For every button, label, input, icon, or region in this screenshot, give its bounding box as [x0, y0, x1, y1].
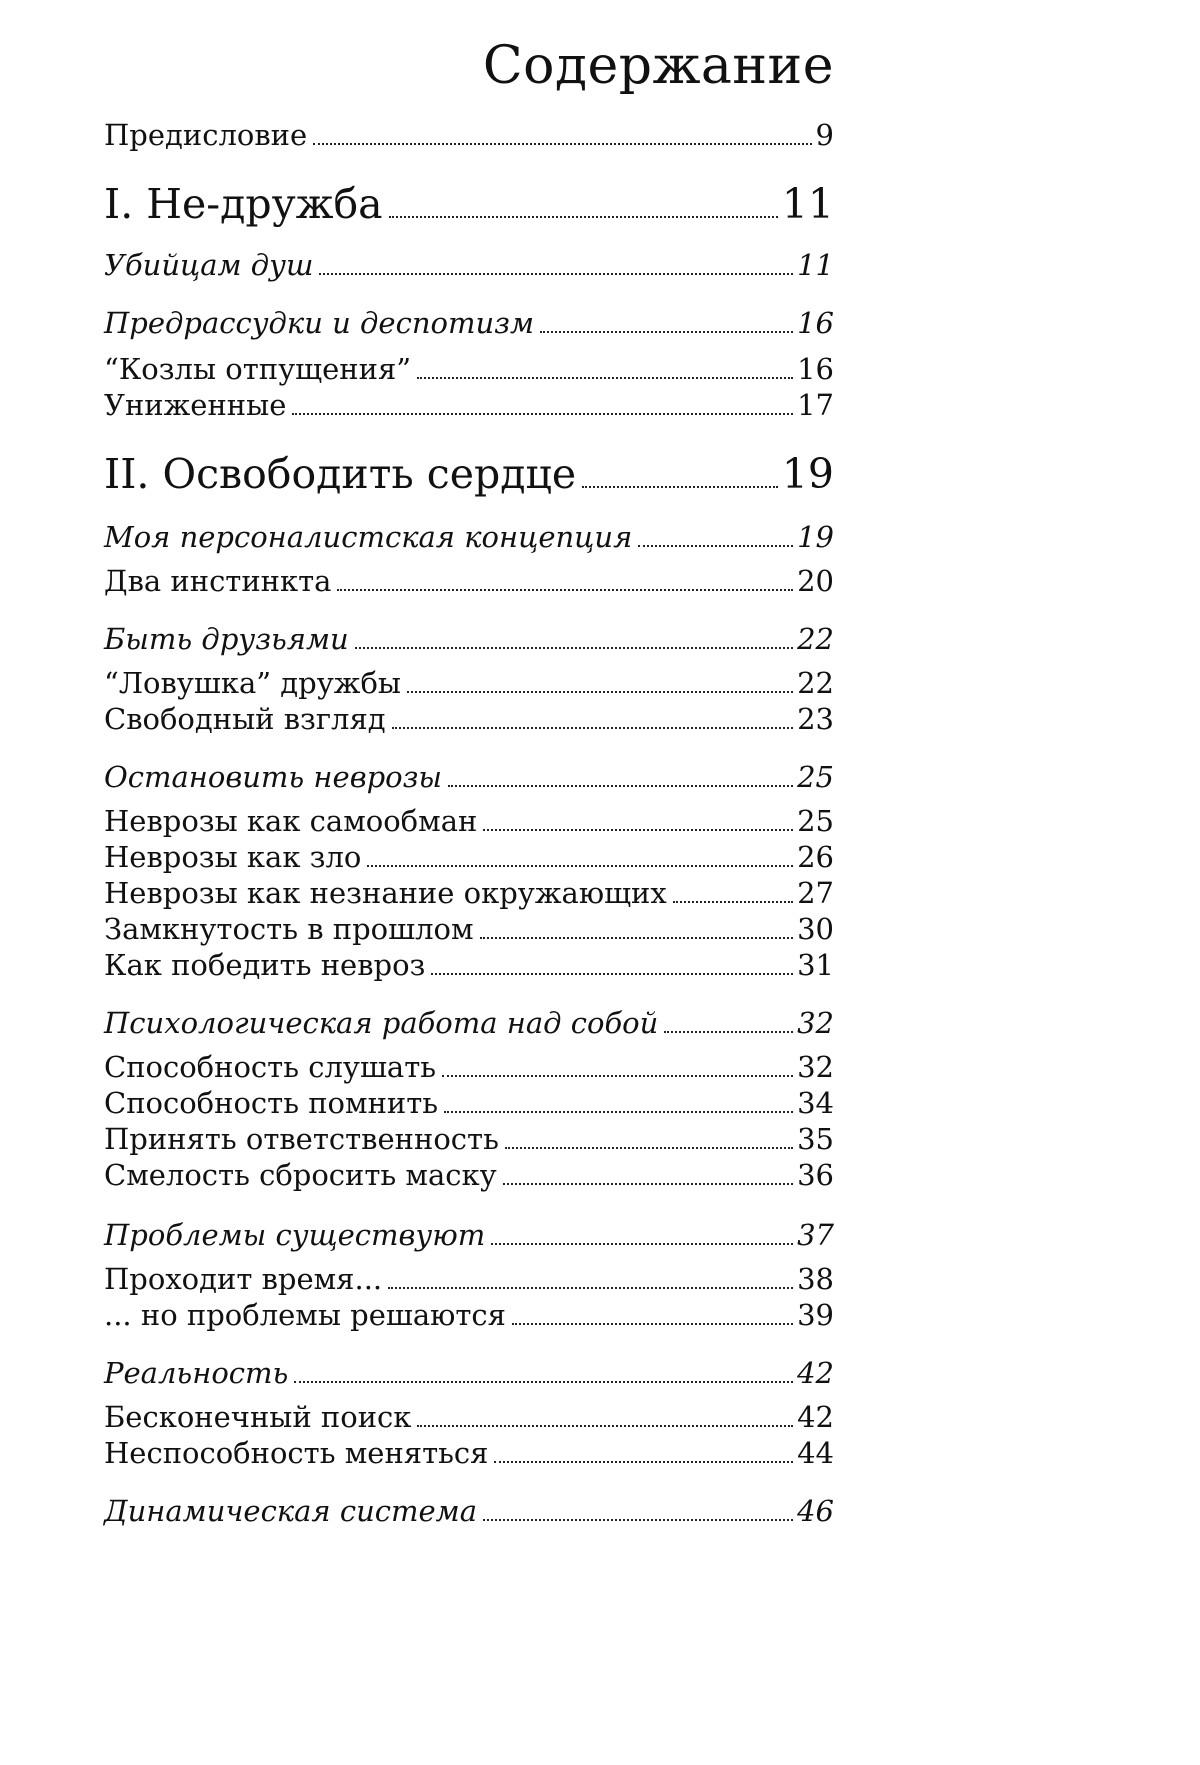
toc-entry-title: Два инстинкта	[104, 564, 332, 598]
page-title: Содержание	[482, 36, 834, 96]
toc-entry-title: Моя персоналистская концепция	[104, 520, 633, 554]
toc-entry-title: I. Не-дружба	[104, 180, 383, 228]
toc-entry-title: Психологическая работа над собой	[104, 1006, 659, 1040]
toc-section	[104, 1006, 834, 1040]
dot-leader	[582, 485, 778, 488]
toc-entry-page: 36	[797, 1158, 834, 1192]
dot-leader	[512, 1322, 793, 1325]
toc-section	[104, 760, 834, 794]
toc-entry	[104, 840, 834, 874]
toc-entry	[104, 1298, 834, 1332]
toc-section	[104, 520, 834, 554]
toc-entry-page: 22	[797, 666, 834, 700]
toc-section	[104, 1218, 834, 1252]
toc-entry-title: Проблемы существуют	[104, 1218, 486, 1252]
toc-entry	[104, 876, 834, 910]
toc-entry-page: 34	[797, 1086, 834, 1120]
dot-leader	[483, 828, 793, 831]
toc-entry-title: Неспособность меняться	[104, 1436, 489, 1470]
toc-entry-page: 23	[797, 702, 834, 736]
dot-leader	[483, 1518, 793, 1521]
toc-entry	[104, 948, 834, 982]
toc-entry-page: 30	[797, 912, 834, 946]
toc-entry	[104, 388, 834, 422]
toc-entry-page: 32	[797, 1006, 834, 1040]
toc-entry-title: Неврозы как самообман	[104, 804, 478, 838]
dot-leader	[388, 1286, 793, 1289]
dot-leader	[319, 272, 793, 275]
dot-leader	[480, 936, 794, 939]
dot-leader	[444, 1110, 793, 1113]
toc-entry-page: 17	[797, 388, 834, 422]
dot-leader	[294, 1380, 793, 1383]
toc-entry-title: ... но проблемы решаются	[104, 1298, 506, 1332]
toc-entry-title: “Козлы отпущения”	[104, 352, 412, 386]
toc-entry-title: Бесконечный поиск	[104, 1400, 412, 1434]
dot-leader	[292, 412, 793, 415]
toc-entry-page: 16	[797, 306, 834, 340]
toc-entry-title: Замкнутость в прошлом	[104, 912, 474, 946]
toc-entry	[104, 1158, 834, 1192]
dot-leader	[392, 726, 793, 729]
toc-entry-page: 44	[797, 1436, 834, 1470]
toc-entry-title: Способность слушать	[104, 1050, 437, 1084]
dot-leader	[367, 864, 793, 867]
toc-entry-page: 26	[797, 840, 834, 874]
dot-leader	[448, 784, 793, 787]
toc-entry-page: 20	[797, 564, 834, 598]
dot-leader	[431, 972, 793, 975]
toc-entry-title: Предрассудки и деспотизм	[104, 306, 535, 340]
toc-section	[104, 248, 834, 282]
dot-leader	[540, 330, 793, 333]
toc-chapter	[104, 180, 834, 228]
toc-entry-page: 42	[797, 1356, 834, 1390]
dot-leader	[337, 588, 793, 591]
toc-entry-title: Динамическая система	[104, 1494, 477, 1528]
toc-entry-title: “Ловушка” дружбы	[104, 666, 401, 700]
toc-page	[104, 0, 834, 1765]
toc-entry-title: Смелость сбросить маску	[104, 1158, 497, 1192]
toc-entry-page: 25	[797, 804, 834, 838]
dot-leader	[491, 1242, 793, 1245]
dot-leader	[494, 1460, 793, 1463]
toc-entry-page: 42	[797, 1400, 834, 1434]
toc-entry-page: 39	[797, 1298, 834, 1332]
toc-entry-title: Неврозы как зло	[104, 840, 362, 874]
toc-entry-title: Способность помнить	[104, 1086, 439, 1120]
dot-leader	[389, 215, 778, 218]
toc-entry-page: 19	[781, 450, 834, 498]
toc-entry-page: 9	[815, 118, 834, 152]
toc-entry	[104, 564, 834, 598]
toc-entry-title: Остановить неврозы	[104, 760, 443, 794]
toc-entry	[104, 1400, 834, 1434]
toc-entry	[104, 1050, 834, 1084]
toc-entry-title: Быть друзьями	[104, 622, 349, 656]
toc-entry-title: Убийцам душ	[104, 248, 314, 282]
toc-entry-page: 19	[797, 520, 834, 554]
toc-entry-title: Свободный взгляд	[104, 702, 386, 736]
toc-entry	[104, 1086, 834, 1120]
toc-entry-page: 27	[797, 876, 834, 910]
dot-leader	[417, 1424, 793, 1427]
toc-entry-page: 11	[781, 180, 834, 228]
dot-leader	[503, 1182, 793, 1185]
toc-entry	[104, 912, 834, 946]
toc-entry-page: 11	[797, 248, 834, 282]
toc-entry	[104, 1122, 834, 1156]
toc-entry	[104, 666, 834, 700]
toc-entry-title: Принять ответственность	[104, 1122, 499, 1156]
dot-leader	[442, 1074, 793, 1077]
toc-entry	[104, 702, 834, 736]
dot-leader	[407, 690, 793, 693]
toc-list	[104, 0, 834, 1765]
toc-entry	[104, 1262, 834, 1296]
toc-entry-title: Проходит время...	[104, 1262, 383, 1296]
toc-section	[104, 1356, 834, 1390]
toc-entry-page: 37	[797, 1218, 834, 1252]
toc-entry-page: 16	[797, 352, 834, 386]
toc-section	[104, 622, 834, 656]
dot-leader	[355, 646, 793, 649]
toc-entry-title: Предисловие	[104, 118, 308, 152]
toc-entry	[104, 352, 834, 386]
toc-entry-title: Как победить невроз	[104, 948, 426, 982]
toc-entry-title: II. Освободить сердце	[104, 450, 577, 498]
dot-leader	[417, 376, 793, 379]
dot-leader	[313, 142, 811, 145]
toc-chapter	[104, 450, 834, 498]
dot-leader	[673, 900, 793, 903]
toc-entry-page: 25	[797, 760, 834, 794]
dot-leader	[638, 544, 793, 547]
toc-entry-page: 35	[797, 1122, 834, 1156]
dot-leader	[505, 1146, 793, 1149]
toc-entry-title: Неврозы как незнание окружающих	[104, 876, 667, 910]
toc-entry-title: Униженные	[104, 388, 287, 422]
toc-entry-title: Реальность	[104, 1356, 289, 1390]
toc-entry	[104, 118, 834, 152]
dot-leader	[664, 1030, 793, 1033]
toc-section	[104, 306, 834, 340]
toc-entry	[104, 804, 834, 838]
toc-entry-page: 22	[797, 622, 834, 656]
toc-entry-page: 32	[797, 1050, 834, 1084]
toc-entry-page: 38	[797, 1262, 834, 1296]
toc-entry-page: 31	[797, 948, 834, 982]
toc-entry-page: 46	[797, 1494, 834, 1528]
toc-entry	[104, 1436, 834, 1470]
toc-section	[104, 1494, 834, 1528]
